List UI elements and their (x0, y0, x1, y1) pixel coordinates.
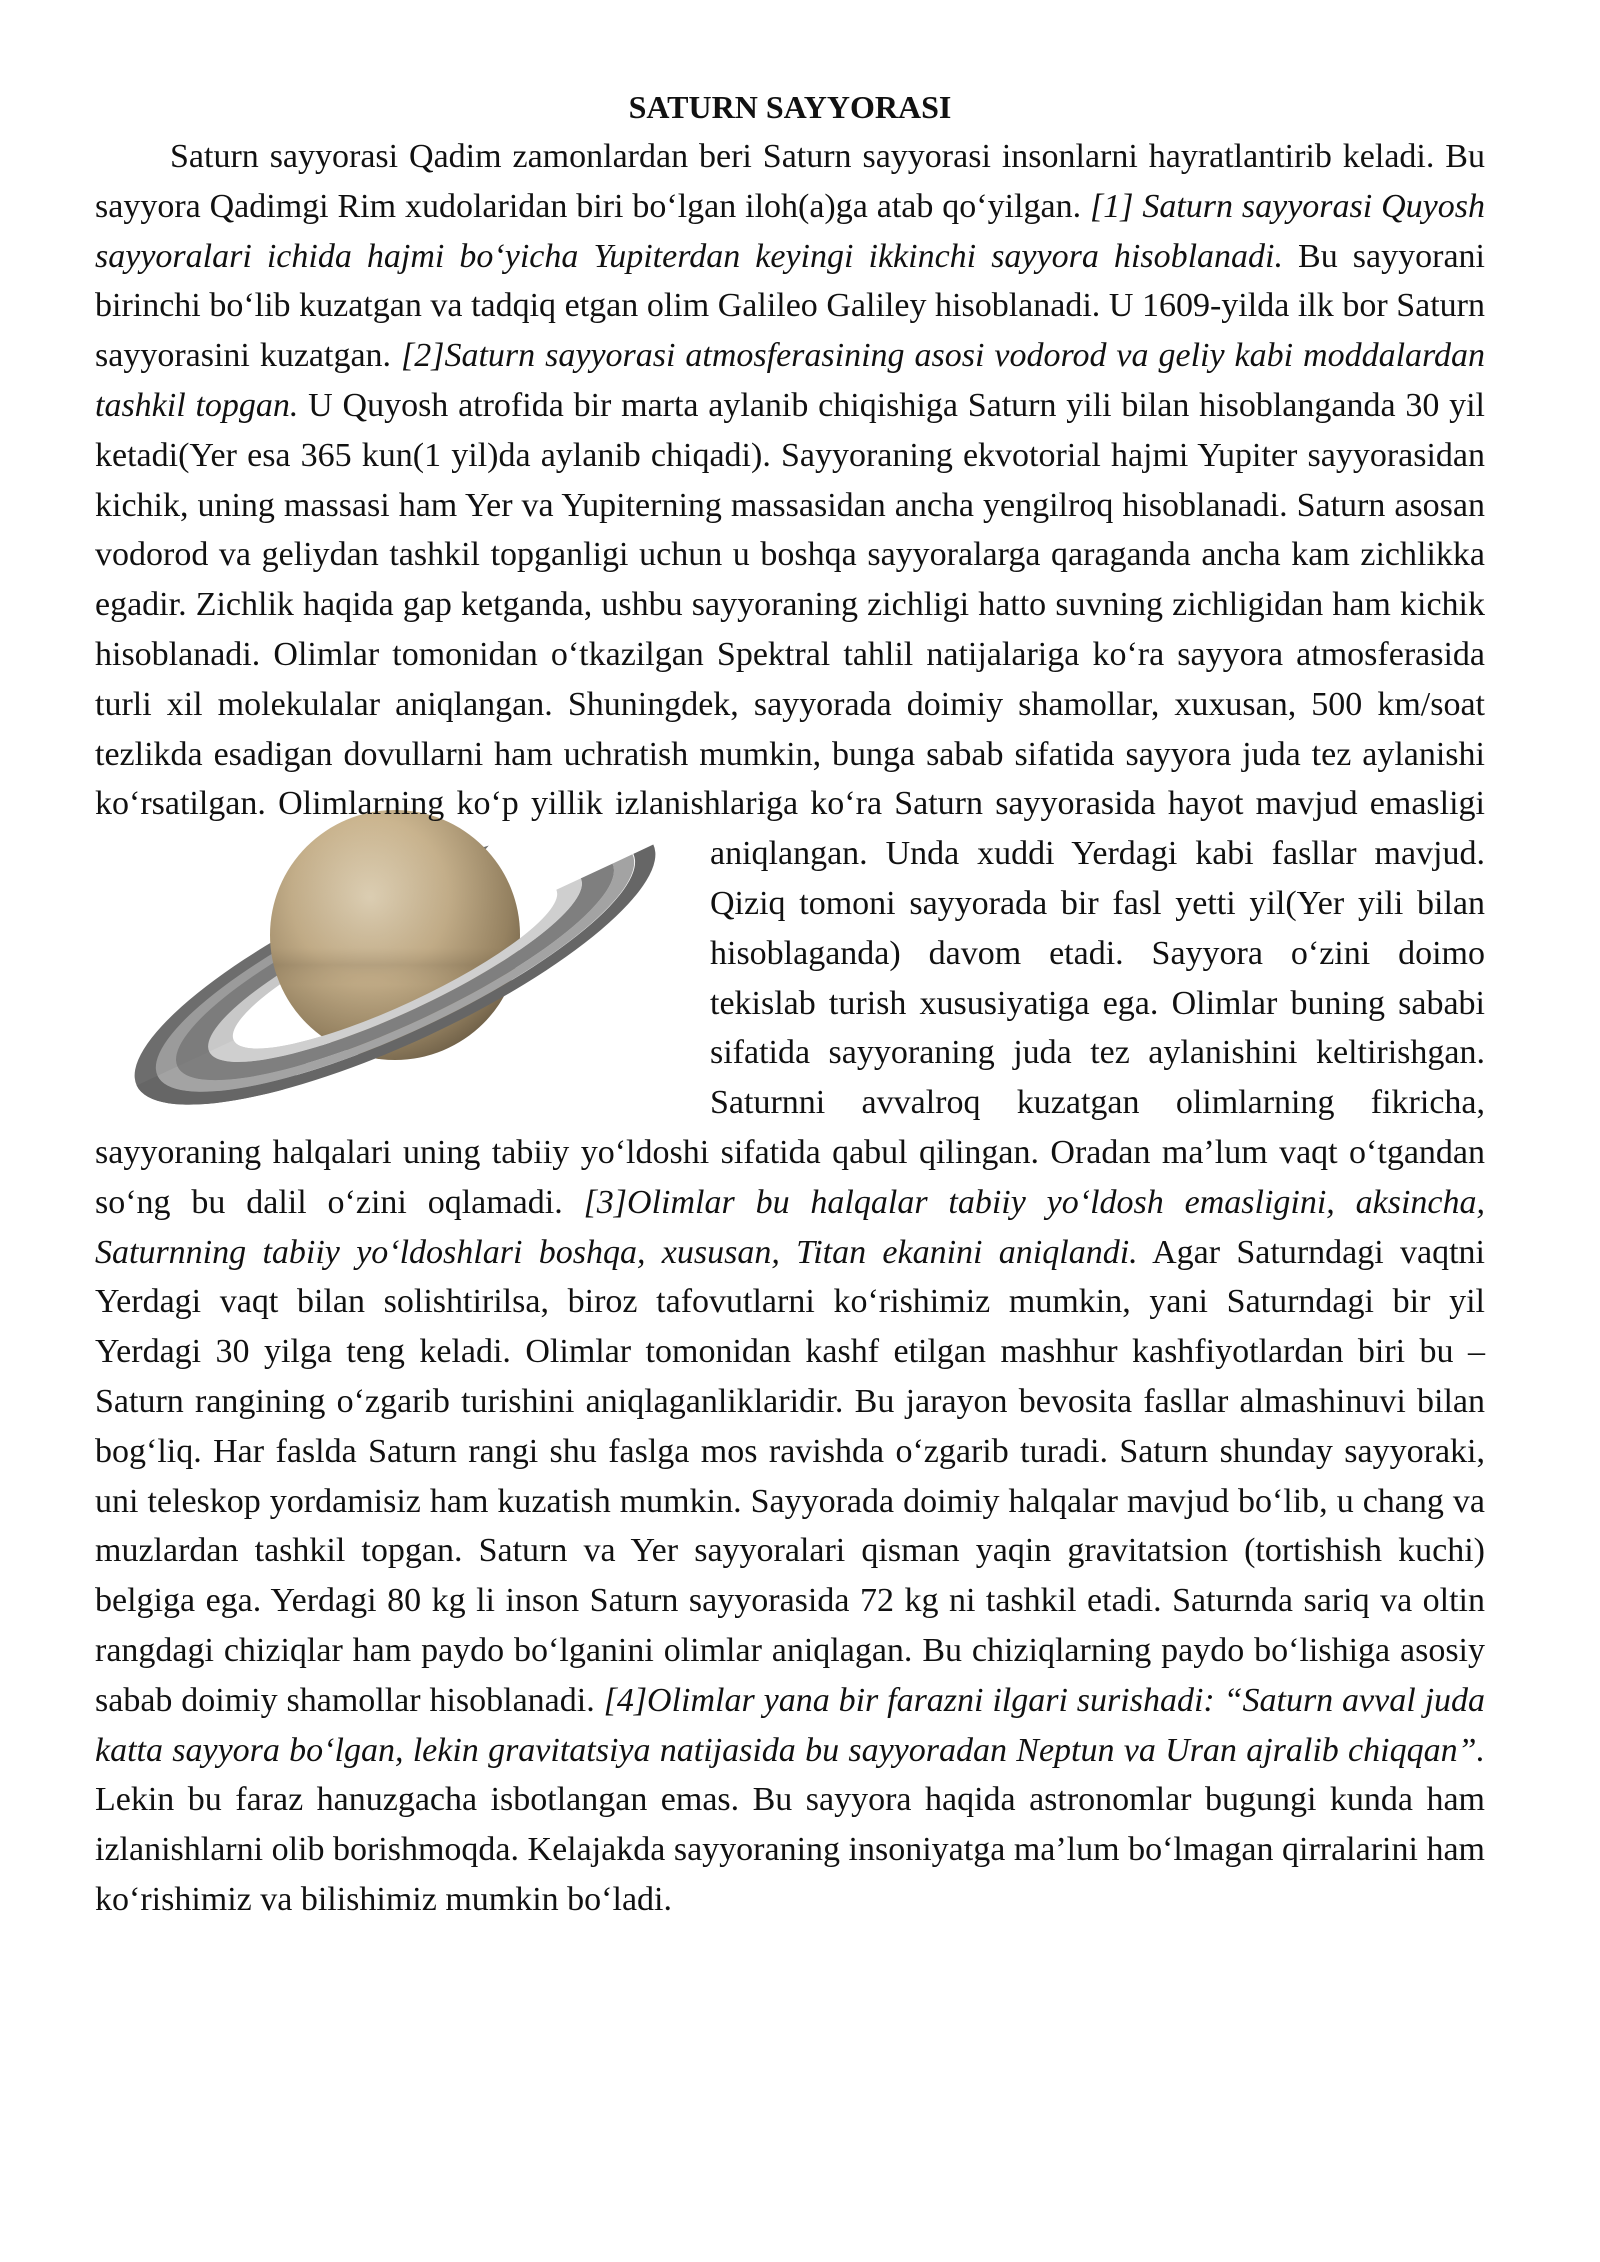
text-segment-5: Lekin bu faraz hanuzgacha isbotlangan emas. Bu sayyora haqida astronomlar bugungi kunda ham izlanishlarni olib borishmoqda. Kelajakda sayyoraning insoniyatga ma’lum bo‘lmagan qirralarini ham ko‘rishimiz va bilishimiz mumkin bo‘ladi. (95, 1781, 1485, 1918)
citation-1: [1] Saturn sayyorasi Quyosh sayyoralari ichida hajmi bo‘yicha Yupiterdan keyingi ikkinchi sayyora hisoblanadi. (95, 187, 1485, 275)
saturn-planet-icon (95, 785, 710, 1127)
text-segment-3: U Quyosh atrofida bir marta aylanib chiqishiga Saturn yili bilan hisoblanganda 30 yil ketadi(Yer esa 365 kun(1 yil)da aylanib chiqadi). Sayyoraning ekvotorial hajmi Yupiter sayyorasidan kichik, uning massasi ham Yer va Yupiterning massasidan ancha yengilroq hisoblanadi. Saturn asosan vodorod va geliydan tashkil topganligi uchun u boshqa sayyoralarga qaraganda ancha kam zichlikka egadir. Zichlik haqida gap ketganda, ushbu sayyoraning zichligi hatto suvning zichligidan ham kichik hisoblanadi. Olimlar tomonidan o‘tkazilgan Spektral tahlil natijalariga ko‘ra sayyora atmosferasida turli xil molekulalar aniqlangan. Shuningdek, sayyorada doimiy shamollar, xuxusan, 500 km/soat tezlikda esadigan dovullarni ham uchratish mumkin, bunga sabab sifatida sayyora juda tez aylanishi ko‘rsatilgan. Olimlarning ko‘p yillik izlanishlariga ko‘ra Saturn sayyorasida hayot mavjud emasligi aniqlangan. Unda xuddi Yerdagi kabi fasllar mavjud. Qiziq tomoni sayyorada bir fasl yetti yil(Yer yili bilan hisoblaganda) davom etadi. Sayyora o‘zini doimo tekislab turish xususiyatiga ega. Olimlar buning sababi sifatida sayyoraning juda tez aylanishini keltirishgan. Saturnni avvalroq kuzatgan olimlarning fikricha, sayyoraning halqalari uning tabiiy yo‘ldoshi sifatida qabul qilingan. Oradan ma’lum vaqt o‘tgandan so‘ng bu dalil o‘zini oqlamadi. (95, 386, 1485, 1221)
text-segment-4: Agar Saturndagi vaqtni Yerdagi vaqt bilan solishtirilsa, biroz tafovutlarni ko‘rishimiz mumkin, yani Saturndagi bir yil Yerdagi 30 yilga teng keladi. Olimlar tomonidan kashf etilgan mashhur kashfiyotlardan biri bu – Saturn rangining o‘zgarib turishini aniqlaganliklaridir. Bu jarayon bevosita fasllar almashinuvi bilan bog‘liq. Har faslda Saturn rangi shu faslga mos ravishda o‘zgarib turadi. Saturn shunday sayyoraki, uni teleskop yordamisiz ham kuzatish mumkin. Sayyorada doimiy halqalar mavjud bo‘lib, u chang va muzlardan tashkil topgan. Saturn va Yer sayyoralari qisman yaqin gravitatsion (tortishish kuchi) belgiga ega. Yerdagi 80 kg li inson Saturn sayyorasida 72 kg ni tashkil etadi. Saturnda sariq va oltin rangdagi chiziqlar ham paydo bo‘lganini olimlar aniqlagan. Bu chiziqlarning paydo bo‘lishiga asosiy sabab doimiy shamollar hisoblanadi. (95, 1233, 1485, 1719)
body-paragraph (95, 132, 1485, 1925)
document-title: SATURN SAYYORASI (628, 89, 952, 125)
text-segment-2: Bu sayyorani birinchi bo‘lib kuzatgan va tadqiq etgan olim Galileo Galiley hisoblanadi. U 1609-yilda ilk bor Saturn sayyorasini kuzatgan. (95, 237, 1485, 375)
citation-4: [4]Olimlar yana bir farazni ilgari surishadi: “Saturn avval juda katta sayyora bo‘lgan, lekin gravitatsiya natijasida bu sayyoradan Neptun va Uran ajralib chiqqan”. (95, 1681, 1486, 1769)
text-segment-1: Saturn sayyorasi Qadim zamonlardan beri Saturn sayyorasi insonlarni hayratlantirib keladi. Bu sayyora Qadimgi Rim xudolaridan biri bo‘lgan iloh(a)ga atab qo‘yilgan. (95, 138, 1485, 225)
citation-3: [3]Olimlar bu halqalar tabiiy yo‘ldosh emasligini, aksincha, Saturnning tabiiy yo‘ldoshlari boshqa, xususan, Titan ekanini aniqlandi. (95, 1183, 1485, 1271)
document-page (95, 82, 1485, 1925)
citation-2: [2]Saturn sayyorasi atmosferasining asosi vodorod va geliy kabi moddalardan tashkil topgan. (95, 337, 1485, 424)
